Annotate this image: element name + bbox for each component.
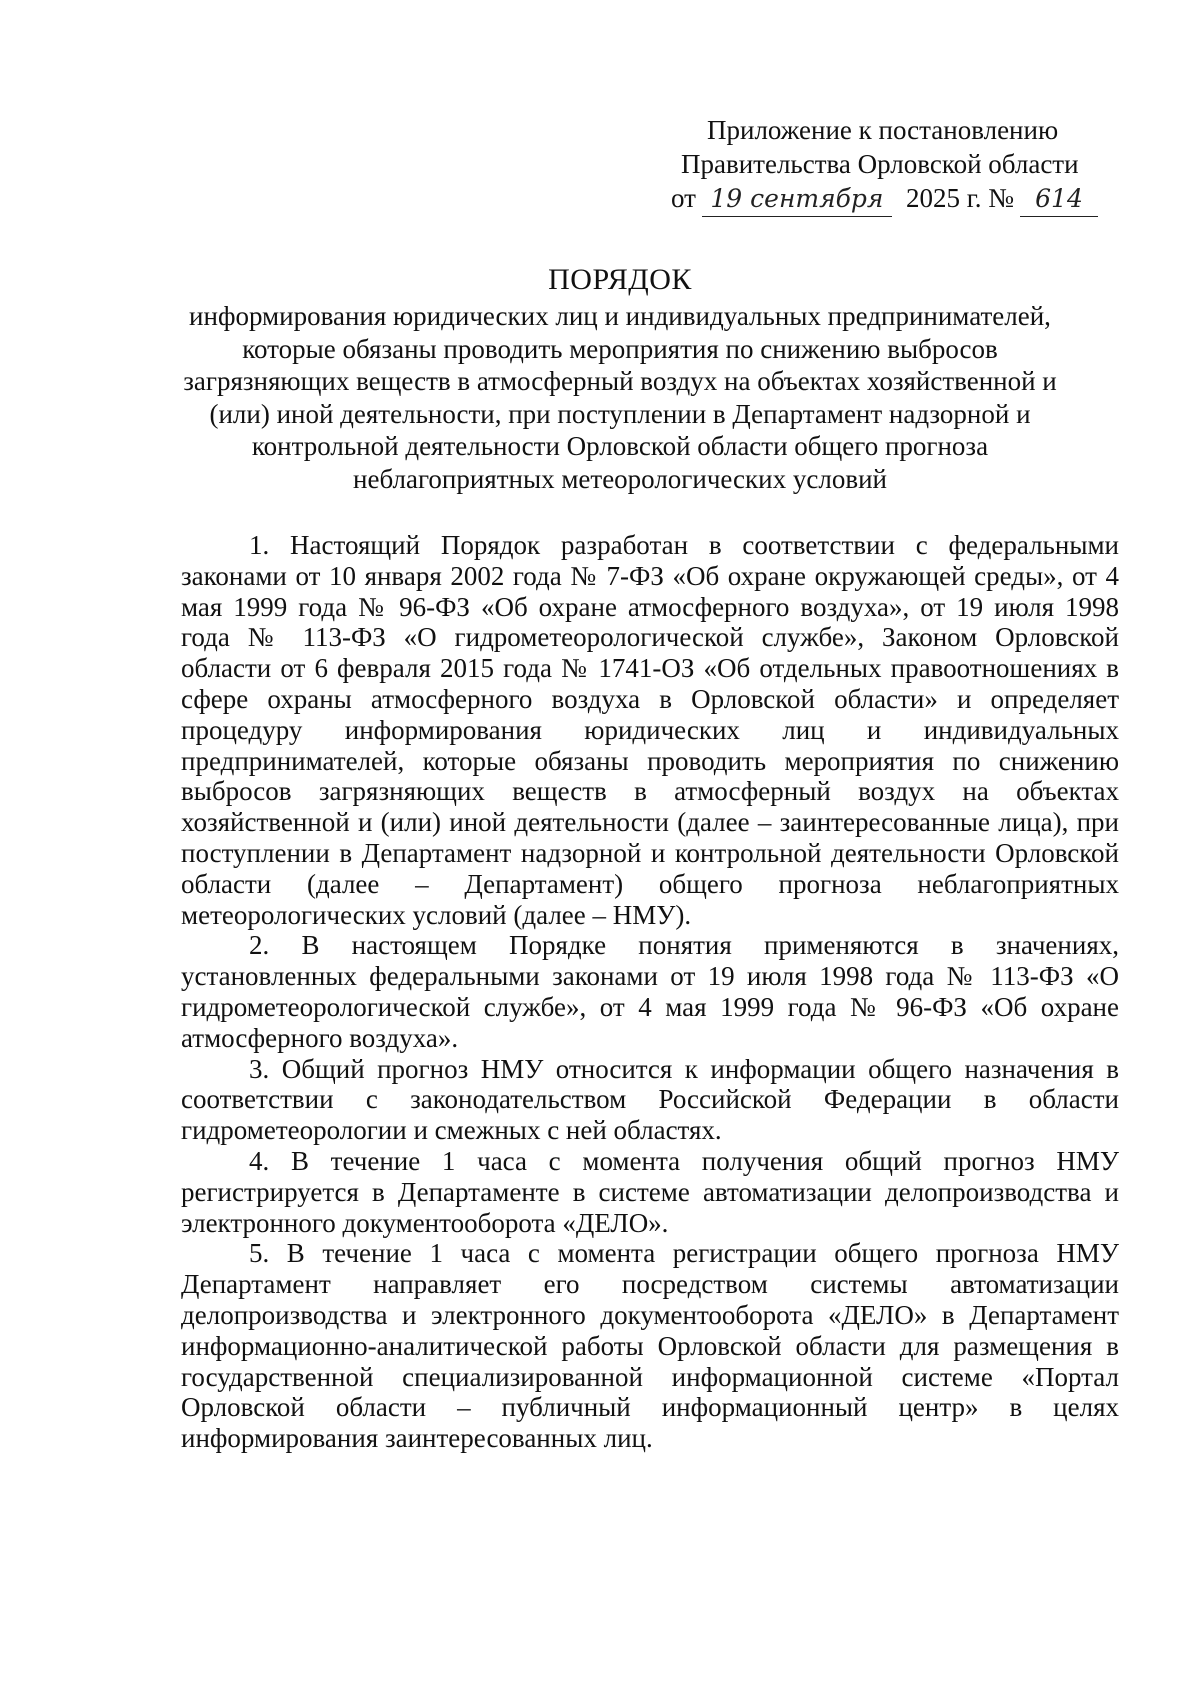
document-title-block [160, 262, 1080, 495]
document-title: ПОРЯДОК [548, 263, 692, 296]
handwritten-date: 19 сентября [702, 182, 892, 217]
appendix-header [650, 113, 1120, 217]
appendix-line-1: Приложение к постановлению [707, 115, 1059, 145]
paragraph-4: 4. В течение 1 часа с момента получения общий прогноз НМУ регистрируется в Департаменте в системе автоматизации делопроизводства и электронного документооборота «ДЕЛО». [181, 1145, 1119, 1238]
paragraph-3: 3. Общий прогноз НМУ относится к информации общего назначения в соответствии с законодательством Российской Федерации в области гидрометеорологии и смежных с ней областях. [181, 1053, 1119, 1146]
paragraph-2: 2. В настоящем Порядке понятия применяются в значениях, установленных федеральными законами от 19 июля 1998 года № 113-ФЗ «О гидрометеорологической службе», от 4 мая 1999 года № 96-ФЗ «Об охране атмосферного воздуха». [181, 930, 1119, 1053]
handwritten-number: 614 [1020, 182, 1098, 217]
year-label: 2025 г. № [905, 183, 1014, 213]
from-label: от [671, 183, 696, 213]
document-subtitle: информирования юридических лиц и индивидуальных предпринимателей, которые обязаны проводить мероприятия по снижению выбросов загрязняющих веществ в атмосферный воздух на объектах хозяйственной и (или) иной деятельности, при поступлении в Департамент надзорной и контрольной деятельности Орловской области общего прогноза неблагоприятных метеорологических условий [183, 301, 1057, 494]
paragraph-1: 1. Настоящий Порядок разработан в соответствии с федеральными законами от 10 января 2002 года № 7-ФЗ «Об охране окружающей среды», от 4 мая 1999 года № 96-ФЗ «Об охране атмосферного воздуха», от 19 июля 1998 года № 113-ФЗ «О гидрометеорологической службе», Законом Орловской области от 6 февраля 2015 года № 1741-ОЗ «Об отдельных правоотношениях в сфере охраны атмосферного воздуха в Орловской области» и определяет процедуру информирования юридических лиц и индивидуальных предпринимателей, которые обязаны проводить мероприятия по снижению выбросов загрязняющих веществ в атмосферный воздух на объектах хозяйственной и (или) иной деятельности (далее – заинтересованные лица), при поступлении в Департамент надзорной и контрольной деятельности Орловской области (далее – Департамент) общего прогноза неблагоприятных метеорологических условий (далее – НМУ). [181, 530, 1119, 930]
appendix-line-2: Правительства Орловской области [681, 149, 1079, 179]
appendix-date-line [650, 181, 1120, 217]
document-body [181, 530, 1119, 1454]
paragraph-5: 5. В течение 1 часа с момента регистрации общего прогноза НМУ Департамент направляет его посредством системы автоматизации делопроизводства и электронного документооборота «ДЕЛО» в Департамент информационно-аналитической работы Орловской области для размещения в государственной специализированной информационной системе «Портал Орловской области – публичный информационный центр» в целях информирования заинтересованных лиц. [181, 1238, 1119, 1454]
